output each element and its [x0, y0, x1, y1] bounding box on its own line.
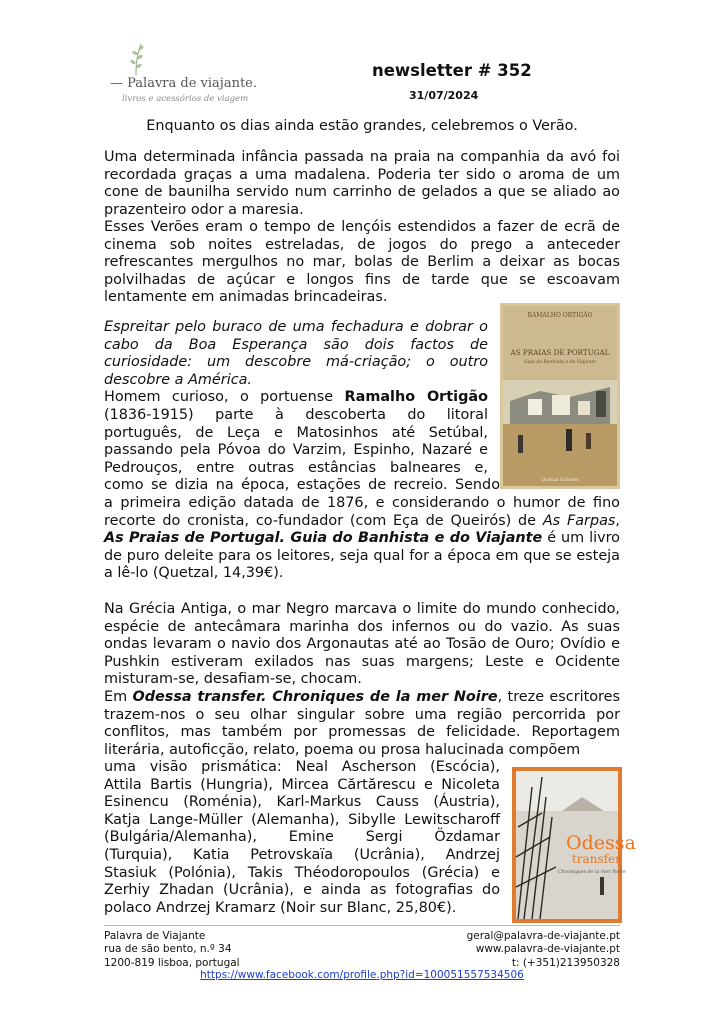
paragraph-black-sea: Na Grécia Antiga, o mar Negro marcava o limite do mundo conhecido, espécie de antecâmara marinha dos infernos ou do vazio. As suas ondas levaram o navio dos Argonautas até ao Tosão de Ouro; Ovídio e Pushkin estiveram exilados nas suas margens; Leste e Ocidente misturam-se, desafiam-se, chocam. — [104, 601, 620, 688]
text-line: (Bulgária/Alemanha), Emine Sergi Özdamar — [104, 829, 500, 846]
footer-address — [104, 930, 240, 970]
book-cover-odessa-transfer — [512, 767, 636, 923]
footer-street: rua de são bento, n.º 34 — [104, 943, 232, 956]
cover-publisher: Quetzal Editores — [541, 478, 579, 483]
text-line: polaco Andrzej Kramarz (Noir sur Blanc, 25,80€). — [104, 899, 457, 916]
book2-description: Em Odessa transfer. Chroniques de la mer Noire, treze escritores trazem-nos o seu olhar singular sobre uma região percorrida por conflitos, mas também por promessas de felicidade. Reportagem literária, autoficção, relato, poema ou prosa halucinada compõem — [104, 689, 621, 758]
book1-title: As Praias de Portugal. Guia do Banhista e do Viajante — [104, 530, 543, 547]
footer-facebook — [0, 969, 724, 981]
facebook-link[interactable]: https://www.facebook.com/profile.php?id=100051557534506 — [200, 969, 524, 981]
text-line: Stasiuk (Polónia), Takis Théodoropoulos (Grécia) e — [104, 864, 500, 881]
cover-title-transfer: transfer — [572, 852, 621, 866]
quote-line: descobre a América. — [104, 371, 253, 388]
logo-name: — Palavra de viajante. — [110, 76, 257, 91]
cover-title-odessa: Odessa — [566, 832, 636, 854]
text-line: (Turquia), Katia Petrovskaïa (Ucrânia), Andrzej — [104, 846, 500, 863]
newsletter-title: newsletter # 352 — [372, 61, 532, 80]
cover-title: AS PRAIAS DE PORTUGAL — [510, 348, 610, 357]
footer-phone: t: (+351)213950328 — [511, 956, 620, 969]
book1-intro-line: Homem curioso, o portuense Ramalho Ortigão — [104, 389, 488, 406]
text-line: Esinencu (Roménia), Karl-Markus Causs (Áustria), — [104, 794, 500, 811]
paragraph-summers: Esses Verões eram o tempo de lençóis estendidos a fazer de ecrã de cinema sob noites estreladas, de jogos do prego a anteceder refrescantes mergulhos no mar, bolas de Berlim a deixar as bocas polvilhadas de açúcar e longos fins de tarde que se escoavam lentamente em animadas brincadeiras. — [104, 219, 620, 306]
text-line: Katja Lange-Müller (Alemanha), Sibylle Lewitscharoff — [104, 811, 500, 828]
text-line: Pedrouços, entre outras estâncias balneares e, — [104, 459, 488, 476]
footer-shop-name: Palavra de Viajante — [104, 930, 206, 942]
author-ramalho-ortigao: Ramalho Ortigão — [344, 389, 488, 406]
paragraph-childhood: Uma determinada infância passada na praia na companhia da avó foi recordada graças a uma madalena. Poderia ter sido o aroma de um cone de baunilha servido num carrinho de gelados a que se aliado ao prazenteiro odor a maresia. — [104, 149, 620, 218]
text-line: (1836-1915) parte à descoberta do litoral — [104, 406, 488, 423]
quote-line: cabo da Boa Esperança são dois factos de — [104, 336, 488, 353]
work-as-farpas: As Farpas — [542, 512, 616, 529]
footer-divider — [104, 925, 620, 926]
text-line: uma visão prismática: Neal Ascherson (Escócia), — [104, 759, 500, 775]
cover-subtitle-odessa: Chroniques de la mer Noire — [558, 870, 626, 875]
quote-line: Espreitar pelo buraco de uma fechadura e dobrar o — [104, 319, 488, 335]
newsletter-date: 31/07/2024 — [409, 89, 479, 102]
cover-author: RAMALHO ORTIGÃO — [527, 312, 593, 319]
book1-quote — [104, 319, 488, 477]
footer-contacts — [467, 930, 620, 970]
cover-subtitle: Guia do Banhista e do Viajante — [524, 360, 596, 365]
footer-website[interactable]: www.palavra-de-viajante.pt — [475, 943, 620, 956]
footer-city: 1200-819 lisboa, portugal — [104, 956, 240, 969]
text-line: português, de Leça e Matosinhos até Setúbal, — [104, 424, 488, 441]
text-line: Zerhiy Zhadan (Ucrânia), e ainda as fotografias do — [104, 882, 500, 899]
intro-line: Enquanto os dias ainda estão grandes, celebremos o Verão. — [146, 118, 578, 134]
footer-email[interactable]: geral@palavra-de-viajante.pt — [466, 930, 620, 942]
book-cover-praias-de-portugal — [500, 303, 620, 489]
leaf-sprig-icon — [124, 42, 148, 76]
text-line: como se dizia na época, estações de recreio. Sendo — [104, 477, 500, 493]
book2-title: Odessa transfer. Chroniques de la mer Noire — [132, 689, 498, 705]
quote-line: curiosidade: um descobre má-criação; o outro — [104, 354, 488, 371]
text-line: passando pela Póvoa do Varzim, Espinho, Nazaré e — [104, 442, 488, 459]
book1-description: a primeira edição datada de 1876, e considerando o humor de fino recorte do cronista, co-fundador (com Eça de Queirós) de As Farpas, As Praias de Portugal. Guia do Banhista e do Viajante é um livro de puro deleite para os leitores, seja qual for a época em que se esteja a lê-lo (Quetzal, 14,39€). — [104, 495, 620, 582]
book2-authors — [104, 759, 500, 917]
logo-tagline: livros e acessórios de viagem — [122, 94, 249, 104]
text-line: Attila Bartis (Hungria), Mircea Cărtărescu e Nicoleta — [104, 776, 500, 793]
brand-logo — [110, 42, 257, 104]
